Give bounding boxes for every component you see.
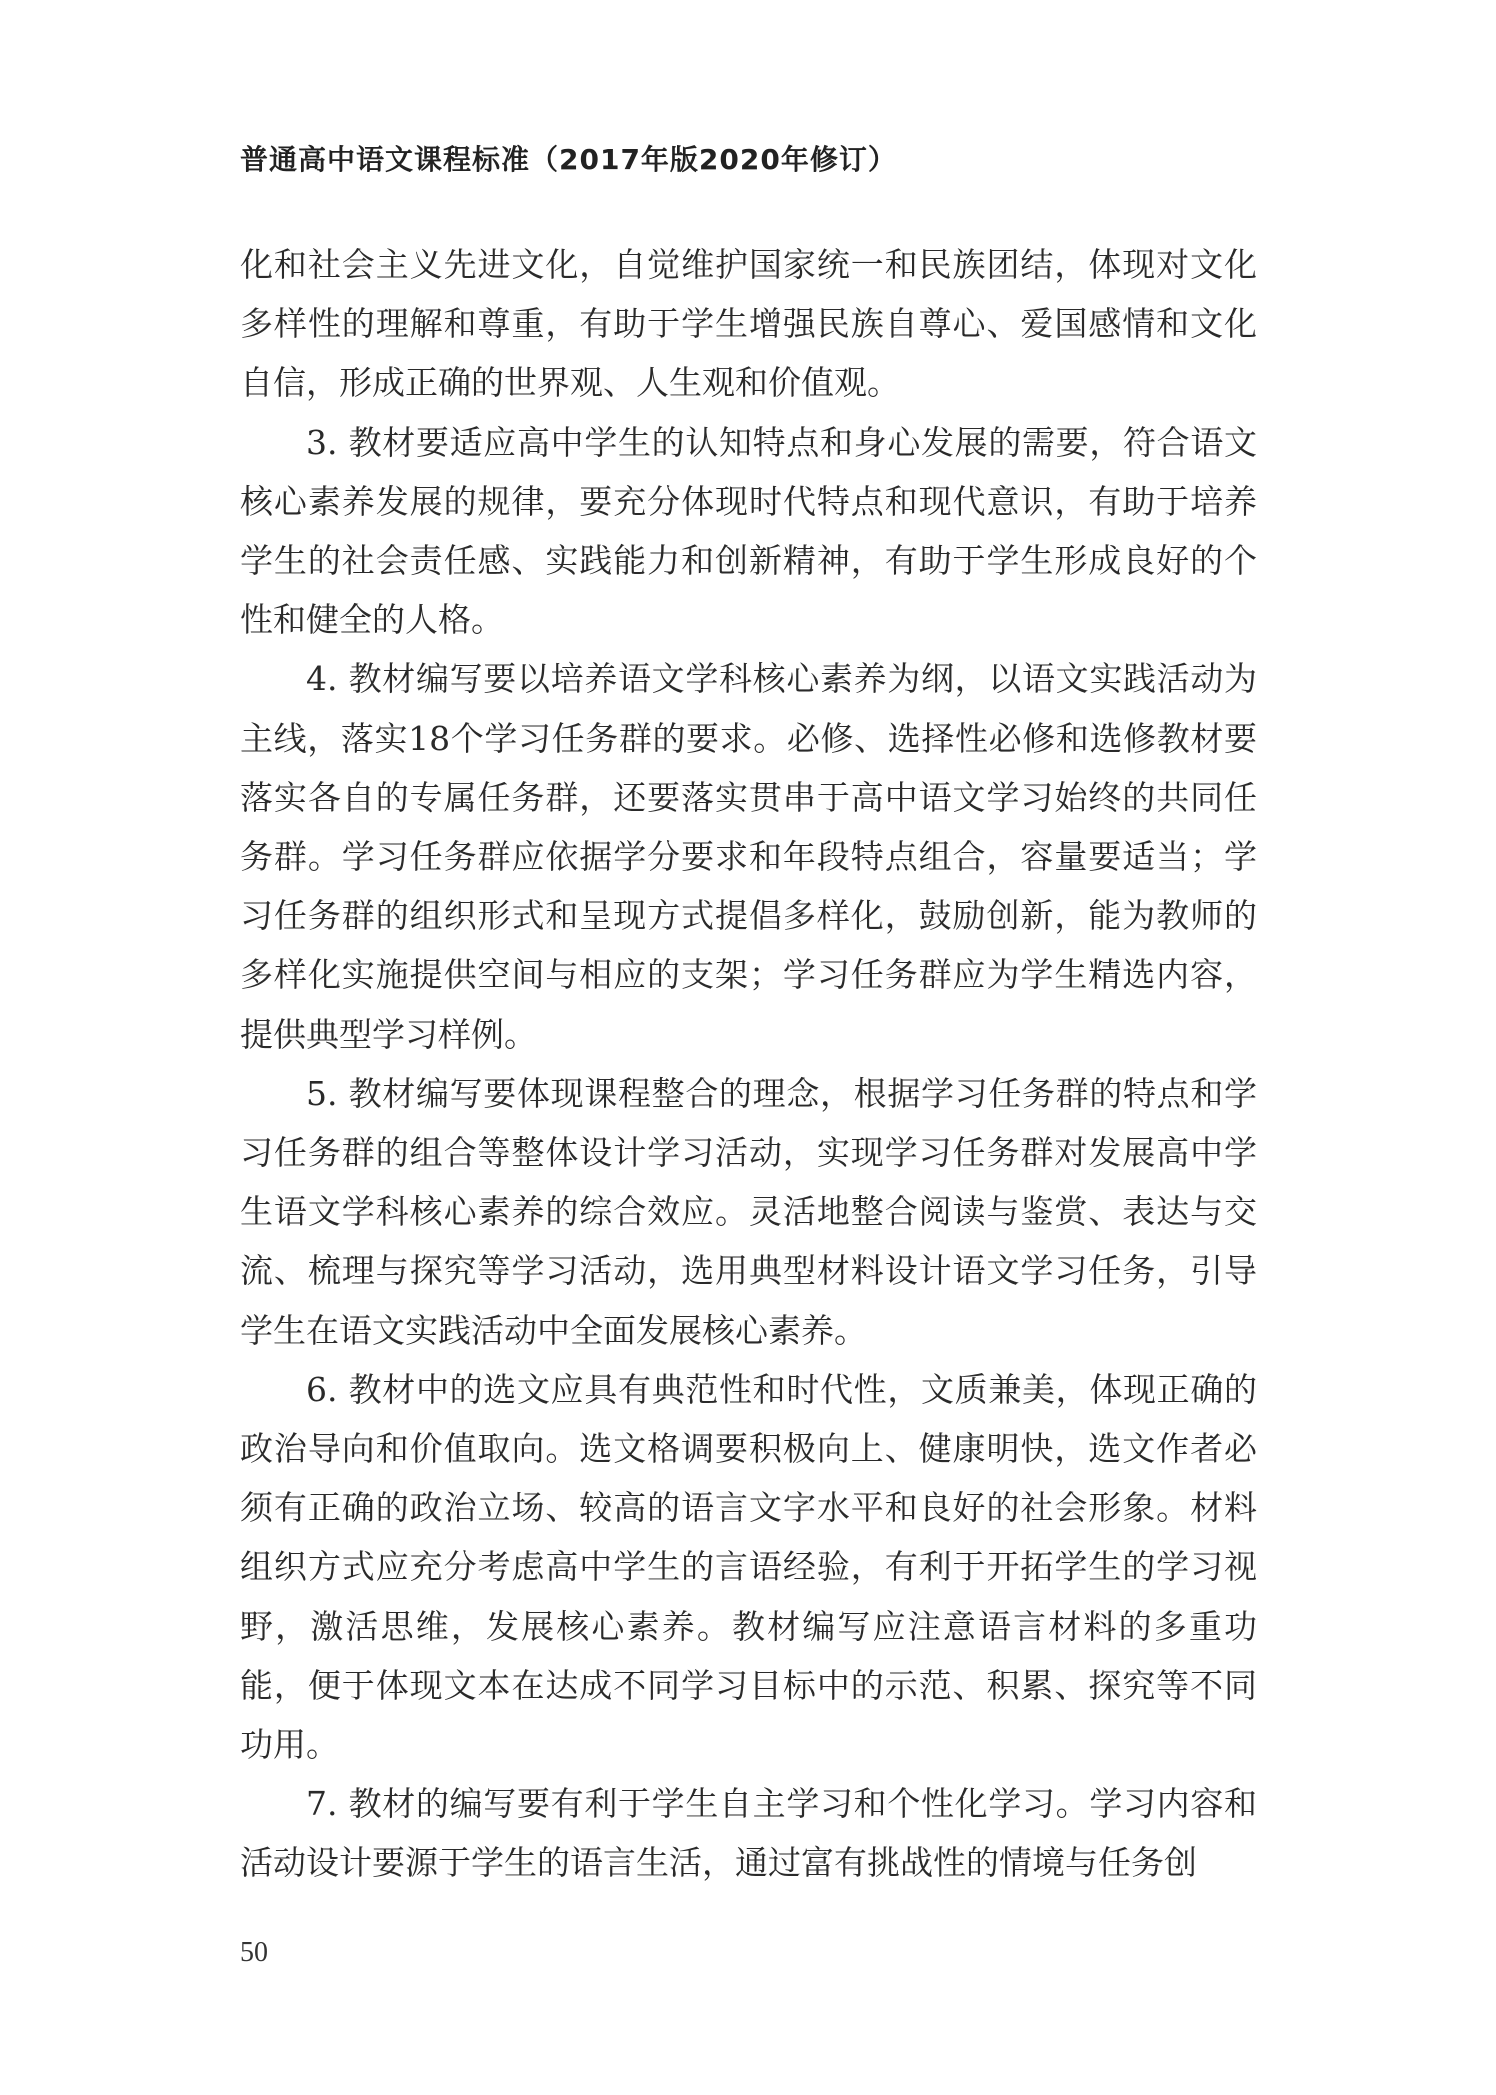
paragraph-item-6: 6. 教材中的选文应具有典范性和时代性，文质兼美，体现正确的政治导向和价值取向。选文格调要积极向上、健康明快，选文作者必须有正确的政治立场、较高的语言文字水平和良好的社会形象。材料组织方式应充分考虑高中学生的言语经验，有利于开拓学生的学习视野，激活思维，发展核心素养。教材编写应注意语言材料的多重功能，便于体现文本在达成不同学习目标中的示范、积累、探究等不同功用。 [240, 1369, 1257, 1765]
paragraph-item-7: 7. 教材的编写要有利于学生自主学习和个性化学习。学习内容和活动设计要源于学生的语言生活，通过富有挑战性的情境与任务创 [240, 1784, 1257, 1883]
paragraph-item-3: 3. 教材要适应高中学生的认知特点和身心发展的需要，符合语文核心素养发展的规律，要充分体现时代特点和现代意识，有助于培养学生的社会责任感、实践能力和创新精神，有助于学生形成良好的个性和健全的人格。 [240, 422, 1257, 640]
page-number: 50 [240, 1937, 268, 1968]
paragraph-continued: 化和社会主义先进文化，自觉维护国家统一和民族团结，体现对文化多样性的理解和尊重，有助于学生增强民族自尊心、爱国感情和文化自信，形成正确的世界观、人生观和价值观。 [240, 245, 1257, 403]
running-header-title: 普通高中语文课程标准（2017年版2020年修订） [240, 143, 897, 176]
body-text [240, 235, 1257, 1893]
paragraph-item-4: 4. 教材编写要以培养语文学科核心素养为纲，以语文实践活动为主线，落实18个学习任务群的要求。必修、选择性必修和选修教材要落实各自的专属任务群，还要落实贯串于高中语文学习始终的共同任务群。学习任务群应依据学分要求和年段特点组合，容量要适当；学习任务群的组织形式和呈现方式提倡多样化，鼓励创新，能为教师的多样化实施提供空间与相应的支架；学习任务群应为学生精选内容，提供典型学习样例。 [240, 659, 1257, 1054]
paragraph-item-5: 5. 教材编写要体现课程整合的理念，根据学习任务群的特点和学习任务群的组合等整体设计学习活动，实现学习任务群对发展高中学生语文学科核心素养的综合效应。灵活地整合阅读与鉴赏、表达与交流、梳理与探究等学习活动，选用典型材料设计语文学习任务，引导学生在语文实践活动中全面发展核心素养。 [240, 1073, 1257, 1350]
